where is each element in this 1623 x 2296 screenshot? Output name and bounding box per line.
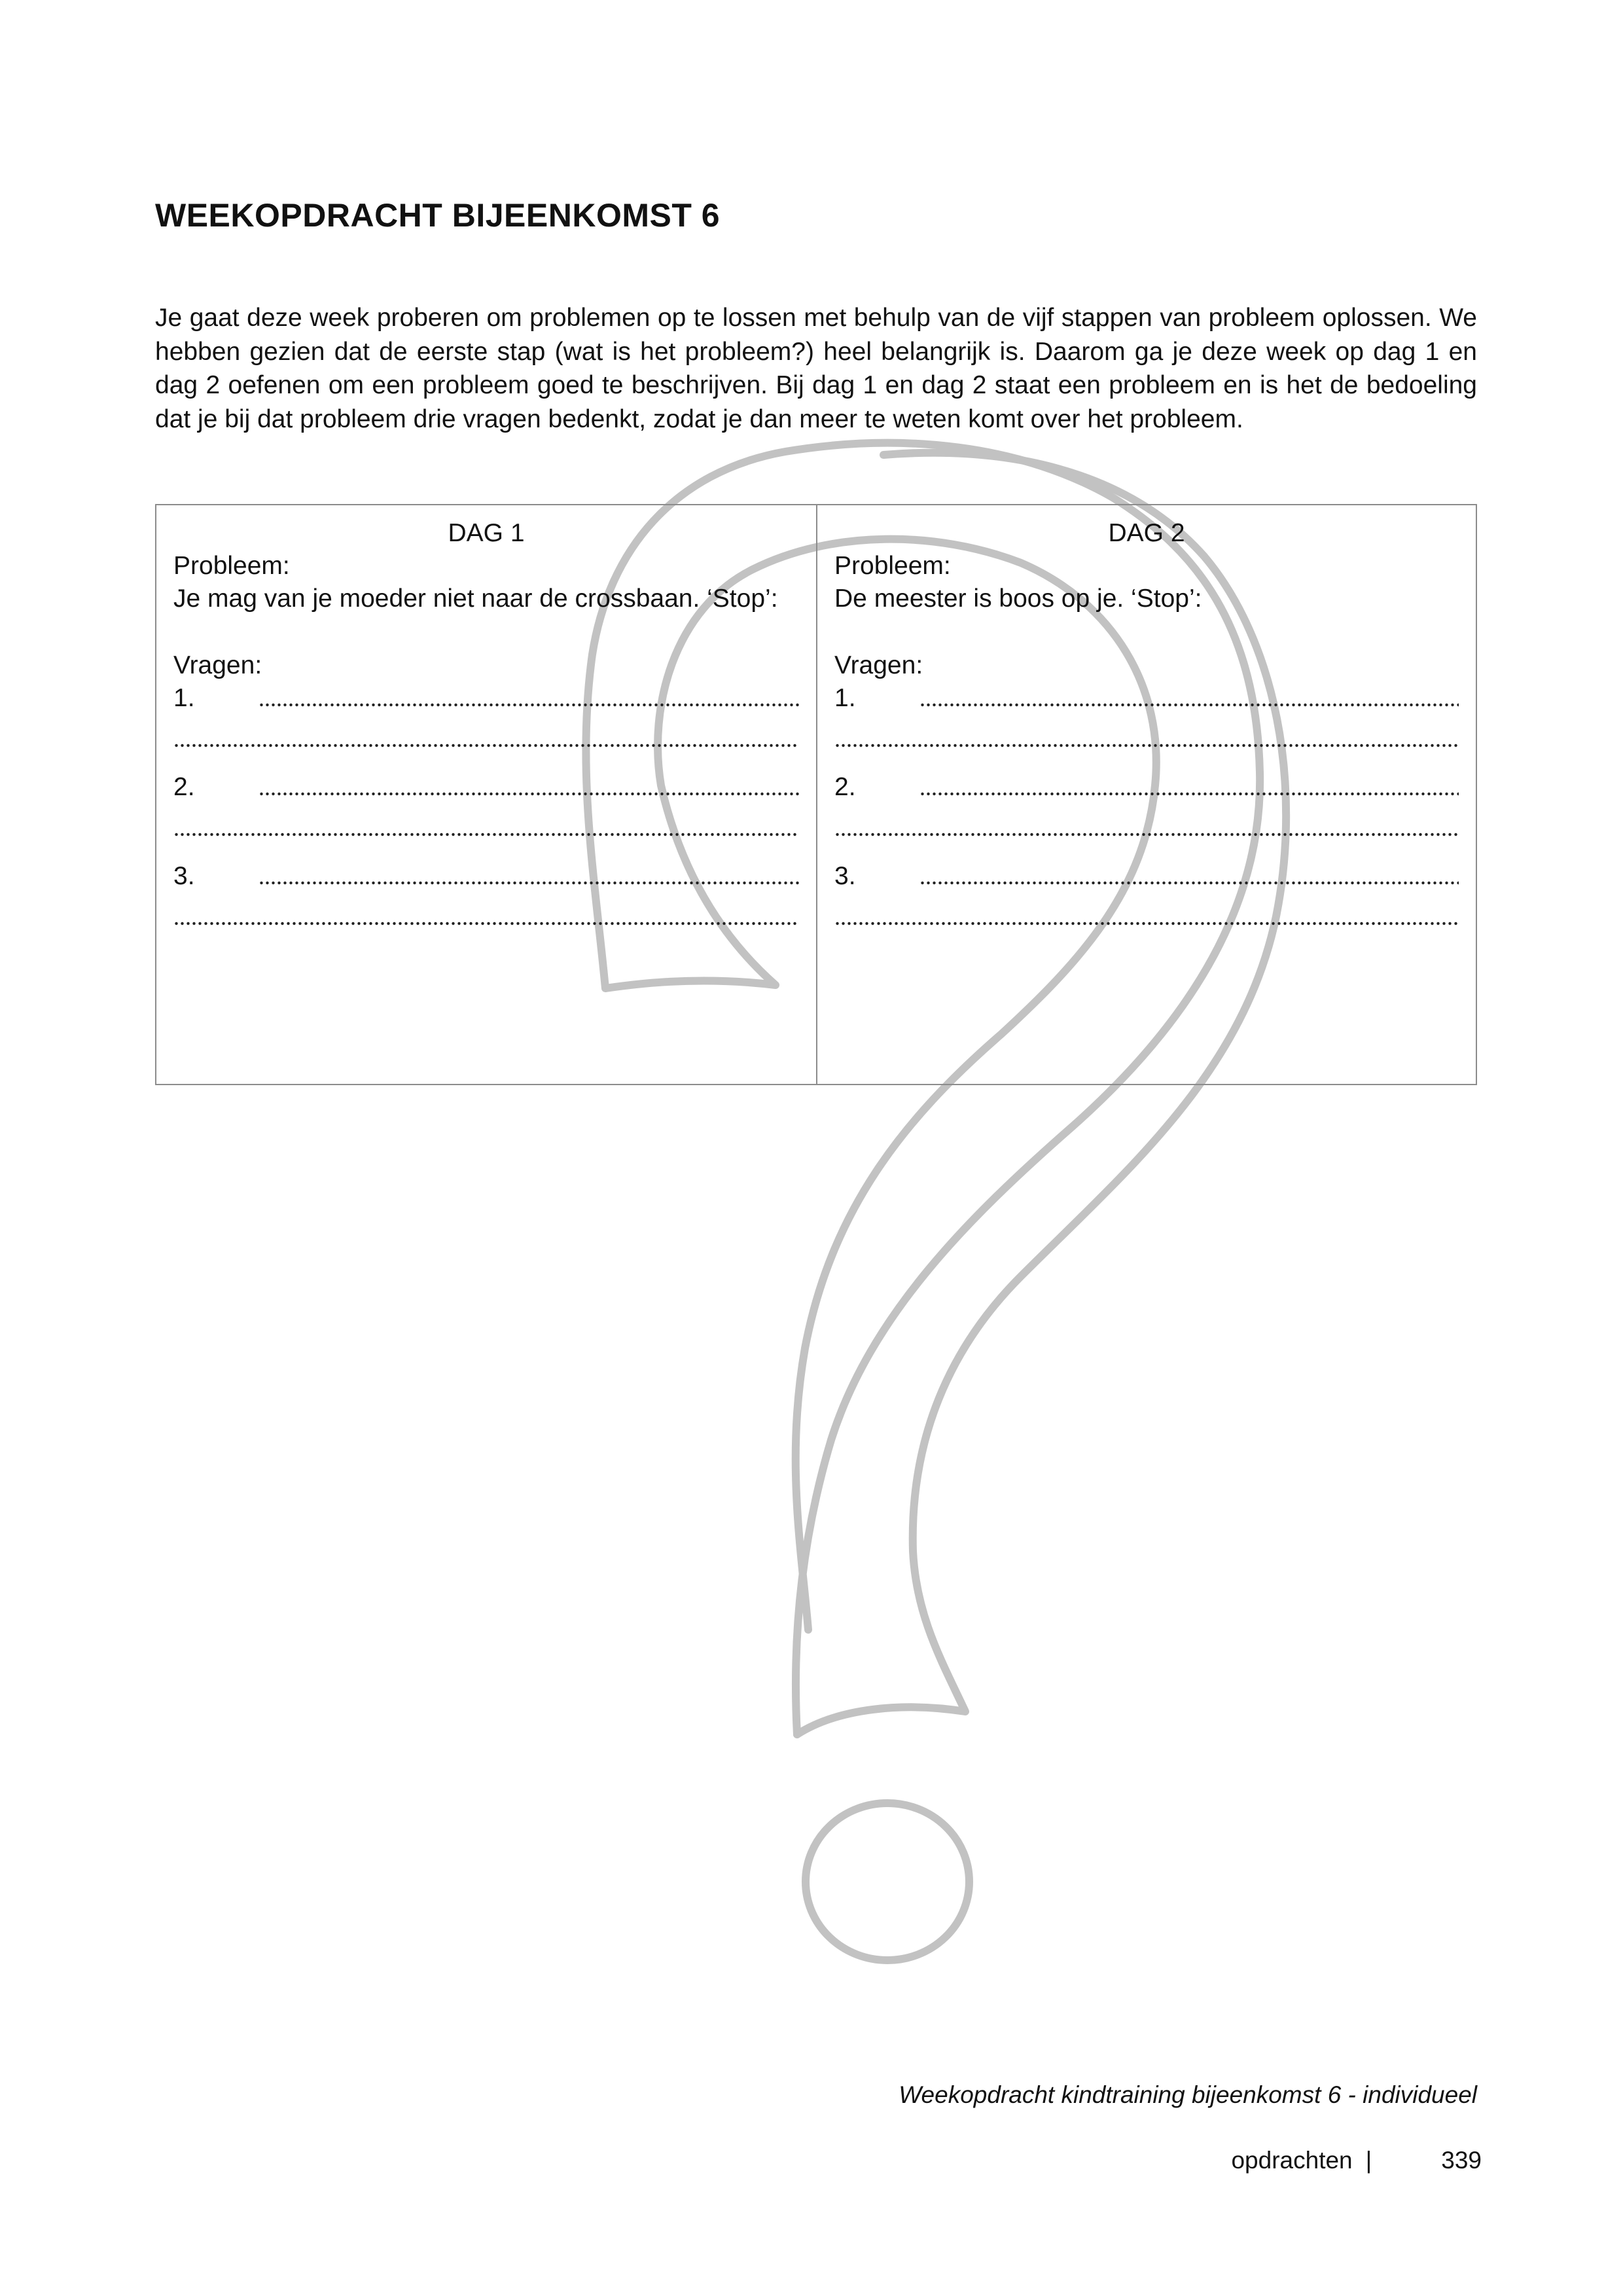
question-number: 3.: [834, 862, 856, 890]
footer-separator: |: [1365, 2147, 1372, 2174]
day-1-questions-label: Vragen:: [173, 651, 262, 679]
day-1-question-1: [173, 682, 799, 747]
answer-line[interactable]: [173, 833, 799, 836]
intro-paragraph: Je gaat deze week proberen om problemen op te lossen met behulp van de vijf stappen van probleem oplossen. We hebben gezien dat de eerste stap (wat is het probleem?) heel belangrijk is. Daarom ga je deze week op dag 1 en dag 2 oefenen om een probleem goed te beschrijven. Bij dag 1 en dag 2 staat een probleem en is het de bedoeling dat je bij dat probleem drie vragen bedenkt, zodat je dan meer te weten komt over het probleem.: [155, 304, 1477, 433]
day-2-column: [816, 505, 1476, 1084]
day-2-problem-label: Probleem:: [834, 552, 951, 580]
answer-line[interactable]: [919, 881, 1459, 885]
page-number: 339: [1441, 2147, 1482, 2174]
answer-line[interactable]: [919, 703, 1459, 707]
answer-line[interactable]: [259, 703, 799, 707]
question-number: 2.: [834, 773, 856, 801]
question-number: 3.: [173, 862, 195, 890]
day-2-question-3: [834, 860, 1459, 925]
answer-line[interactable]: [919, 792, 1459, 796]
watermark-dot: [806, 1803, 969, 1960]
question-number: 2.: [173, 773, 195, 801]
day-2-question-1: [834, 682, 1459, 747]
day-1-question-2: [173, 771, 799, 836]
answer-line[interactable]: [173, 922, 799, 925]
question-number: 1.: [834, 684, 856, 712]
day-1-question-3: [173, 860, 799, 925]
answer-line[interactable]: [173, 744, 799, 747]
answer-line[interactable]: [834, 744, 1459, 747]
answer-line[interactable]: [834, 922, 1459, 925]
page-title: WEEKOPDRACHT BIJEENKOMST 6: [155, 197, 721, 234]
day-1-heading: DAG 1: [448, 519, 525, 547]
day-2-heading: DAG 2: [1108, 519, 1185, 547]
footer-section: opdrachten: [1231, 2147, 1353, 2174]
answer-line[interactable]: [259, 792, 799, 796]
question-number: 1.: [173, 684, 195, 712]
day-1-problem-label: Probleem:: [173, 552, 290, 580]
answer-line[interactable]: [834, 833, 1459, 836]
day-2-questions-label: Vragen:: [834, 651, 923, 679]
page-caption: Weekopdracht kindtraining bijeenkomst 6 - individueel: [899, 2081, 1477, 2108]
day-2-question-2: [834, 771, 1459, 836]
day-1-problem-text: Je mag van je moeder niet naar de crossbaan. ‘Stop’:: [173, 584, 778, 613]
answer-line[interactable]: [259, 881, 799, 885]
page-footer: [1231, 2147, 1482, 2174]
day-2-problem-text: De meester is boos op je. ‘Stop’:: [834, 584, 1202, 613]
assignment-table: [155, 504, 1477, 1085]
day-1-column: [156, 505, 816, 1084]
